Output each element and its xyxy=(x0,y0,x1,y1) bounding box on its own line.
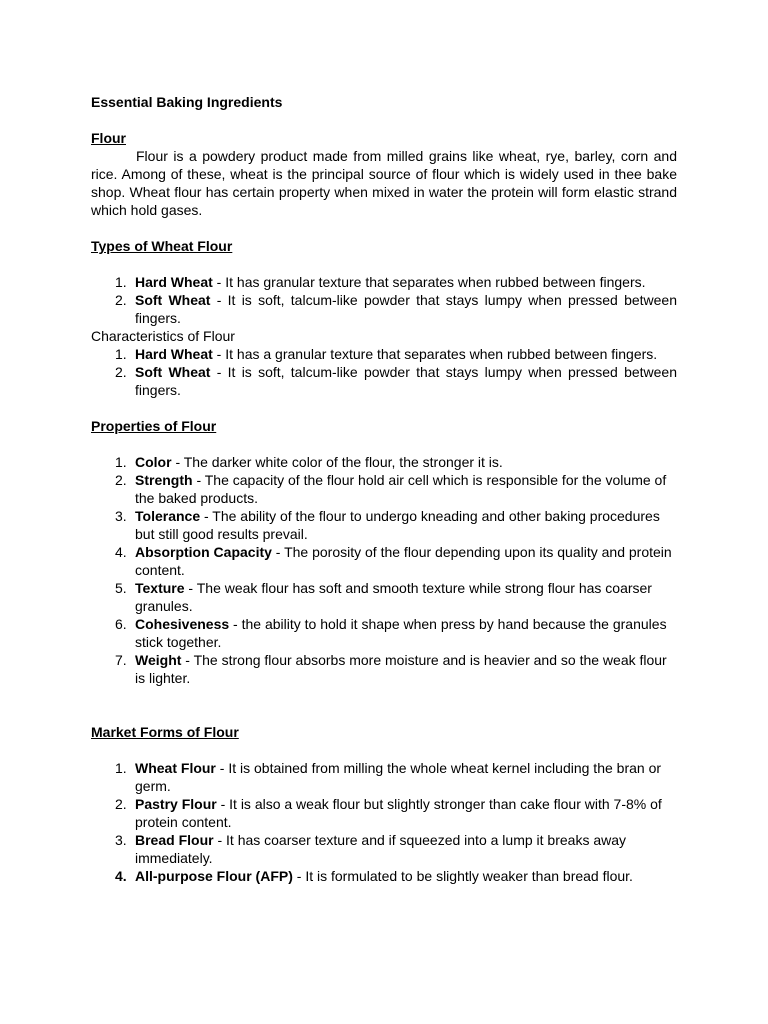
list-number: 2. xyxy=(115,796,127,812)
market-list xyxy=(91,759,677,885)
list-term: Hard Wheat xyxy=(135,346,213,362)
list-item xyxy=(91,543,677,579)
list-item xyxy=(91,471,677,507)
properties-heading: Properties of Flour xyxy=(91,418,217,434)
types-list xyxy=(91,273,677,327)
flour-heading: Flour xyxy=(91,130,126,146)
list-desc: - The strong flour absorbs more moisture and is heavier and so the weak flour is lighter. xyxy=(135,652,667,686)
list-number: 3. xyxy=(115,832,127,848)
list-term: Pastry Flour xyxy=(135,796,217,812)
list-number: 7. xyxy=(115,652,127,668)
properties-list xyxy=(91,453,677,687)
list-desc: - The ability of the flour to undergo kneading and other baking procedures but still good results prevail. xyxy=(135,508,660,542)
list-item xyxy=(91,291,677,327)
list-number: 3. xyxy=(115,508,127,524)
list-desc: - The capacity of the flour hold air cell which is responsible for the volume of the baked products. xyxy=(135,472,667,506)
characteristics-list xyxy=(91,345,677,399)
list-number: 2. xyxy=(115,292,127,308)
list-item xyxy=(91,615,677,651)
list-item xyxy=(91,453,677,471)
list-number: 5. xyxy=(115,580,127,596)
list-term: Soft Wheat xyxy=(135,292,211,308)
list-number: 1. xyxy=(115,760,127,776)
market-heading: Market Forms of Flour xyxy=(91,724,239,740)
list-term: Wheat Flour xyxy=(135,760,216,776)
list-term: Tolerance xyxy=(135,508,201,524)
types-heading: Types of Wheat Flour xyxy=(91,238,233,254)
list-number: 2. xyxy=(115,364,127,380)
list-item xyxy=(91,795,677,831)
list-item xyxy=(91,867,677,885)
list-item xyxy=(91,363,677,399)
document-title: Essential Baking Ingredients xyxy=(91,94,283,110)
list-term: Soft Wheat xyxy=(135,364,211,380)
list-item xyxy=(91,507,677,543)
list-desc: - It has a granular texture that separates when rubbed between fingers. xyxy=(212,346,658,362)
list-term: Weight xyxy=(135,652,182,668)
list-item xyxy=(91,831,677,867)
list-number: 6. xyxy=(115,616,127,632)
list-desc: - The darker white color of the flour, the stronger it is. xyxy=(171,454,503,470)
list-desc: - The porosity of the flour depending upon its quality and protein content. xyxy=(135,544,672,578)
list-desc: - It is soft, talcum-like powder that stays lumpy when pressed between fingers. xyxy=(135,364,677,398)
list-desc: - It is formulated to be slightly weaker than bread flour. xyxy=(292,868,633,884)
list-term: Absorption Capacity xyxy=(135,544,272,560)
list-term: Cohesiveness xyxy=(135,616,230,632)
list-item xyxy=(91,345,677,363)
list-term: All-purpose Flour (AFP) xyxy=(135,868,293,884)
list-item xyxy=(91,579,677,615)
list-term: Strength xyxy=(135,472,193,488)
list-term: Texture xyxy=(135,580,185,596)
list-number: 2. xyxy=(115,472,127,488)
list-desc: - the ability to hold it shape when press by hand because the granules stick together. xyxy=(135,616,667,650)
document-content xyxy=(91,93,677,885)
list-term: Color xyxy=(135,454,172,470)
list-desc: - It is also a weak flour but slightly stronger than cake flour with 7-8% of protein content. xyxy=(135,796,662,830)
list-item xyxy=(91,273,677,291)
list-number: 1. xyxy=(115,274,127,290)
list-desc: - The weak flour has soft and smooth texture while strong flour has coarser granules. xyxy=(135,580,652,614)
list-desc: - It is obtained from milling the whole wheat kernel including the bran or germ. xyxy=(135,760,662,794)
list-item xyxy=(91,759,677,795)
list-number: 1. xyxy=(115,454,127,470)
list-number: 1. xyxy=(115,346,127,362)
list-desc: - It is soft, talcum-like powder that stays lumpy when pressed between fingers. xyxy=(135,292,677,326)
list-number: 4. xyxy=(115,868,127,884)
list-term: Hard Wheat xyxy=(135,274,213,290)
flour-paragraph: Flour is a powdery product made from milled grains like wheat, rye, barley, corn and rice. Among of these, wheat is the principal source of flour which is widely used in thee bake shop. Wheat flour has certain property when mixed in water the protein will form elastic strand which hold gases. xyxy=(91,148,677,218)
list-term: Bread Flour xyxy=(135,832,214,848)
characteristics-label: Characteristics of Flour xyxy=(91,328,235,344)
list-number: 4. xyxy=(115,544,127,560)
list-item xyxy=(91,651,677,687)
list-desc: - It has coarser texture and if squeezed into a lump it breaks away immediately. xyxy=(135,832,627,866)
list-desc: - It has granular texture that separates when rubbed between fingers. xyxy=(212,274,646,290)
